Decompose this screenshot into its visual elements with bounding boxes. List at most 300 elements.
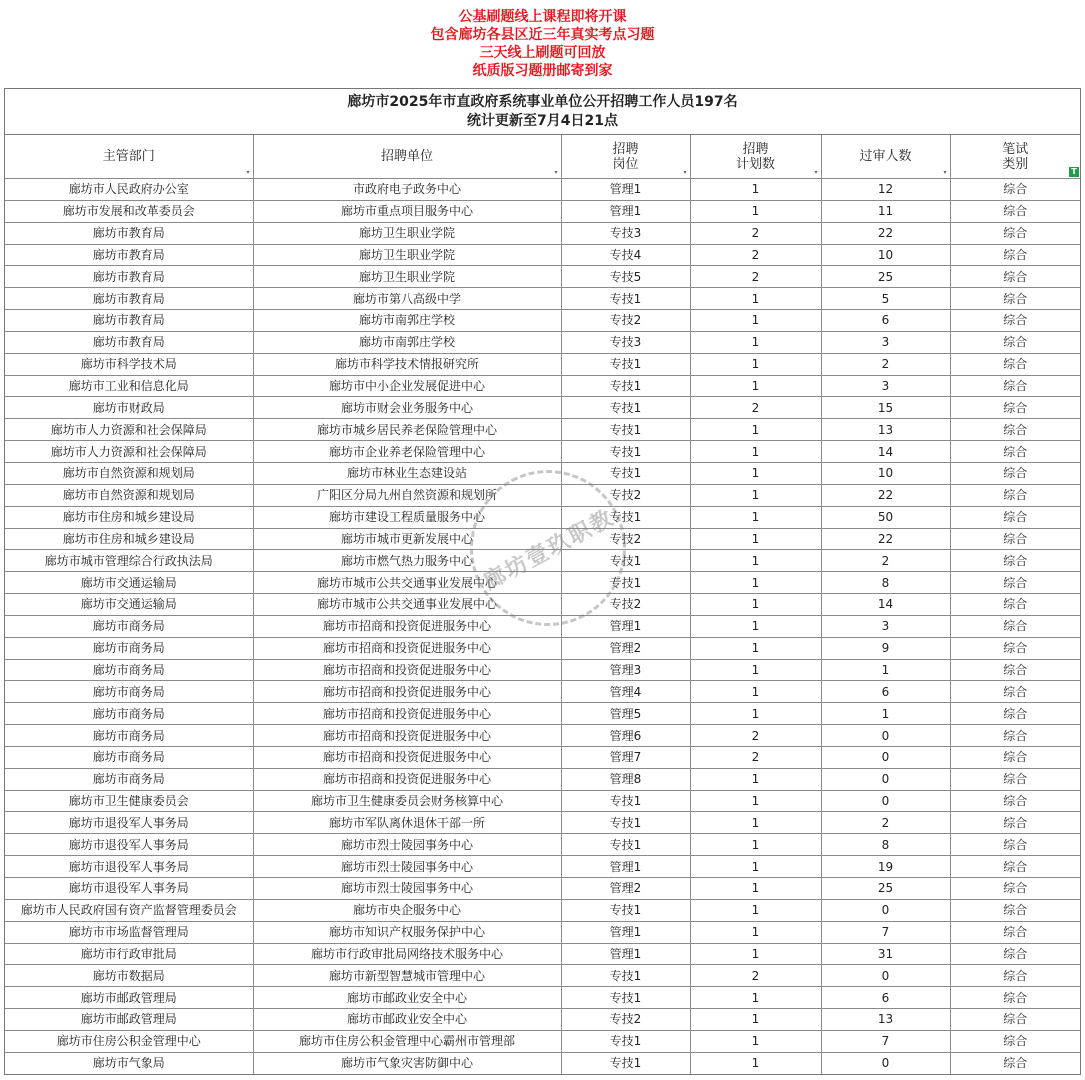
cell-approved-count: 0: [821, 790, 950, 812]
cell-position: 专技2: [561, 528, 690, 550]
table-row: [5, 179, 1080, 201]
cell-unit: 廊坊卫生职业学院: [253, 244, 561, 266]
cell-exam-type: 综合: [950, 528, 1080, 550]
table-row: [5, 1052, 1080, 1073]
table-row: [5, 462, 1080, 484]
table-row: [5, 594, 1080, 616]
cell-unit: 廊坊市邮政业安全中心: [253, 1009, 561, 1031]
cell-plan-count: 1: [690, 637, 821, 659]
table-row: [5, 506, 1080, 528]
cell-position: 专技3: [561, 331, 690, 353]
header-row: [5, 135, 1080, 179]
cell-plan-count: 1: [690, 462, 821, 484]
table-row: [5, 331, 1080, 353]
cell-exam-type: 综合: [950, 550, 1080, 572]
table-row: [5, 878, 1080, 900]
header-position-line1: 招聘: [612, 141, 639, 157]
cell-department: 廊坊市市场监督管理局: [5, 921, 253, 943]
cell-plan-count: 1: [690, 179, 821, 201]
cell-department: 廊坊市退役军人事务局: [5, 812, 253, 834]
cell-plan-count: 1: [690, 790, 821, 812]
table-row: [5, 812, 1080, 834]
cell-plan-count: 1: [690, 572, 821, 594]
cell-department: 廊坊市教育局: [5, 331, 253, 353]
table-row: [5, 637, 1080, 659]
cell-unit: 廊坊市烈士陵园事务中心: [253, 856, 561, 878]
cell-approved-count: 10: [821, 462, 950, 484]
cell-plan-count: 1: [690, 812, 821, 834]
cell-plan-count: 1: [690, 200, 821, 222]
cell-position: 专技1: [561, 506, 690, 528]
cell-position: 管理4: [561, 681, 690, 703]
cell-unit: 廊坊市燃气热力服务中心: [253, 550, 561, 572]
cell-position: 管理2: [561, 878, 690, 900]
cell-position: 管理1: [561, 943, 690, 965]
header-department-label: 主管部门: [102, 149, 155, 164]
cell-department: 廊坊市商务局: [5, 681, 253, 703]
header-plan-line2: 计划数: [735, 156, 775, 172]
cell-department: 廊坊市住房和城乡建设局: [5, 528, 253, 550]
cell-unit: 廊坊市住房公积金管理中心霸州市管理部: [253, 1030, 561, 1052]
cell-exam-type: 综合: [950, 288, 1080, 310]
cell-department: 廊坊市城市管理综合行政执法局: [5, 550, 253, 572]
cell-position: 专技2: [561, 310, 690, 332]
cell-plan-count: 1: [690, 1030, 821, 1052]
table-row: [5, 615, 1080, 637]
cell-plan-count: 2: [690, 746, 821, 768]
cell-position: 专技5: [561, 266, 690, 288]
cell-exam-type: 综合: [950, 222, 1080, 244]
cell-department: 廊坊市住房公积金管理中心: [5, 1030, 253, 1052]
cell-position: 专技1: [561, 288, 690, 310]
cell-approved-count: 14: [821, 441, 950, 463]
cell-exam-type: 综合: [950, 637, 1080, 659]
cell-exam-type: 综合: [950, 725, 1080, 747]
cell-approved-count: 7: [821, 1030, 950, 1052]
cell-approved-count: 8: [821, 834, 950, 856]
cell-approved-count: 14: [821, 594, 950, 616]
table-row: [5, 1030, 1080, 1052]
cell-exam-type: 综合: [950, 965, 1080, 987]
cell-unit: 廊坊市气象灾害防御中心: [253, 1052, 561, 1073]
cell-position: 专技1: [561, 397, 690, 419]
cell-approved-count: 25: [821, 266, 950, 288]
cell-approved-count: 1: [821, 659, 950, 681]
header-unit: [253, 135, 561, 179]
cell-plan-count: 1: [690, 615, 821, 637]
cell-approved-count: 25: [821, 878, 950, 900]
cell-unit: 廊坊市城市公共交通事业发展中心: [253, 572, 561, 594]
cell-department: 廊坊市商务局: [5, 637, 253, 659]
cell-plan-count: 1: [690, 441, 821, 463]
cell-exam-type: 综合: [950, 441, 1080, 463]
cell-department: 廊坊市退役军人事务局: [5, 878, 253, 900]
table-row: [5, 746, 1080, 768]
cell-approved-count: 22: [821, 222, 950, 244]
cell-plan-count: 1: [690, 594, 821, 616]
cell-position: 专技1: [561, 353, 690, 375]
cell-exam-type: 综合: [950, 987, 1080, 1009]
table-row: [5, 681, 1080, 703]
cell-plan-count: 1: [690, 768, 821, 790]
cell-exam-type: 综合: [950, 1030, 1080, 1052]
cell-department: 廊坊市工业和信息化局: [5, 375, 253, 397]
cell-plan-count: 1: [690, 921, 821, 943]
cell-department: 廊坊市气象局: [5, 1052, 253, 1073]
cell-exam-type: 综合: [950, 899, 1080, 921]
cell-position: 专技1: [561, 899, 690, 921]
cell-plan-count: 1: [690, 506, 821, 528]
header-position: [561, 135, 690, 179]
cell-approved-count: 22: [821, 528, 950, 550]
cell-department: 廊坊市财政局: [5, 397, 253, 419]
cell-unit: 廊坊市企业养老保险管理中心: [253, 441, 561, 463]
filter-active-icon[interactable]: T: [1069, 167, 1079, 177]
cell-approved-count: 7: [821, 921, 950, 943]
cell-department: 廊坊市退役军人事务局: [5, 834, 253, 856]
cell-position: 专技1: [561, 462, 690, 484]
cell-exam-type: 综合: [950, 681, 1080, 703]
cell-position: 专技1: [561, 834, 690, 856]
header-exam-line1: 笔试: [1002, 141, 1029, 157]
cell-department: 廊坊市自然资源和规划局: [5, 462, 253, 484]
cell-plan-count: 2: [690, 244, 821, 266]
cell-unit: 廊坊市城市公共交通事业发展中心: [253, 594, 561, 616]
cell-position: 专技3: [561, 222, 690, 244]
cell-exam-type: 综合: [950, 615, 1080, 637]
table-row: [5, 353, 1080, 375]
cell-approved-count: 6: [821, 681, 950, 703]
cell-department: 廊坊市商务局: [5, 615, 253, 637]
table-row: [5, 288, 1080, 310]
cell-unit: 廊坊市重点项目服务中心: [253, 200, 561, 222]
table-row: [5, 921, 1080, 943]
cell-plan-count: 2: [690, 965, 821, 987]
table-row: [5, 834, 1080, 856]
table-row: [5, 528, 1080, 550]
cell-unit: 廊坊市招商和投资促进服务中心: [253, 637, 561, 659]
cell-approved-count: 15: [821, 397, 950, 419]
cell-approved-count: 2: [821, 550, 950, 572]
cell-position: 管理1: [561, 200, 690, 222]
cell-unit: 廊坊市邮政业安全中心: [253, 987, 561, 1009]
cell-department: 廊坊市商务局: [5, 746, 253, 768]
cell-unit: 廊坊市林业生态建设站: [253, 462, 561, 484]
cell-unit: 廊坊卫生职业学院: [253, 222, 561, 244]
header-unit-label: 招聘单位: [380, 149, 433, 164]
table-row: [5, 550, 1080, 572]
table-row: [5, 659, 1080, 681]
cell-exam-type: 综合: [950, 353, 1080, 375]
cell-plan-count: 1: [690, 899, 821, 921]
cell-unit: 廊坊市财会业务服务中心: [253, 397, 561, 419]
cell-unit: 廊坊市招商和投资促进服务中心: [253, 659, 561, 681]
cell-exam-type: 综合: [950, 244, 1080, 266]
cell-position: 管理1: [561, 179, 690, 201]
cell-unit: 廊坊市招商和投资促进服务中心: [253, 681, 561, 703]
header-plan-line1: 招聘: [742, 141, 769, 157]
cell-unit: 廊坊市知识产权服务保护中心: [253, 921, 561, 943]
cell-department: 廊坊市人力资源和社会保障局: [5, 419, 253, 441]
cell-unit: 广阳区分局九州自然资源和规划所: [253, 484, 561, 506]
cell-plan-count: 1: [690, 331, 821, 353]
table-row: [5, 856, 1080, 878]
cell-position: 专技1: [561, 441, 690, 463]
cell-unit: 廊坊市卫生健康委员会财务核算中心: [253, 790, 561, 812]
cell-exam-type: 综合: [950, 419, 1080, 441]
cell-exam-type: 综合: [950, 310, 1080, 332]
table-row: [5, 790, 1080, 812]
cell-position: 管理1: [561, 615, 690, 637]
cell-department: 廊坊市住房和城乡建设局: [5, 506, 253, 528]
cell-unit: 廊坊市中小企业发展促进中心: [253, 375, 561, 397]
cell-position: 专技1: [561, 812, 690, 834]
cell-exam-type: 综合: [950, 856, 1080, 878]
cell-department: 廊坊市商务局: [5, 703, 253, 725]
cell-plan-count: 1: [690, 419, 821, 441]
cell-department: 廊坊市教育局: [5, 222, 253, 244]
cell-approved-count: 13: [821, 419, 950, 441]
cell-department: 廊坊市卫生健康委员会: [5, 790, 253, 812]
cell-plan-count: 1: [690, 703, 821, 725]
recruitment-table: [5, 135, 1080, 1074]
cell-department: 廊坊市邮政管理局: [5, 1009, 253, 1031]
cell-plan-count: 2: [690, 266, 821, 288]
cell-plan-count: 2: [690, 397, 821, 419]
table-row: [5, 244, 1080, 266]
cell-plan-count: 1: [690, 484, 821, 506]
cell-plan-count: 1: [690, 550, 821, 572]
cell-plan-count: 1: [690, 1009, 821, 1031]
cell-exam-type: 综合: [950, 594, 1080, 616]
cell-exam-type: 综合: [950, 703, 1080, 725]
cell-approved-count: 3: [821, 331, 950, 353]
cell-approved-count: 6: [821, 987, 950, 1009]
cell-position: 管理3: [561, 659, 690, 681]
filter-dropdown-icon[interactable]: ▾: [943, 169, 947, 176]
cell-unit: 廊坊市军队离休退休干部一所: [253, 812, 561, 834]
cell-department: 廊坊市数据局: [5, 965, 253, 987]
promo-line: 包含廊坊各县区近三年真实考点习题: [430, 27, 655, 43]
table-row: [5, 1009, 1080, 1031]
cell-unit: 廊坊市央企服务中心: [253, 899, 561, 921]
cell-plan-count: 1: [690, 310, 821, 332]
table-row: [5, 266, 1080, 288]
cell-position: 专技1: [561, 965, 690, 987]
table-title-sub: 统计更新至7月4日21点: [467, 113, 618, 129]
cell-department: 廊坊市商务局: [5, 659, 253, 681]
cell-unit: 廊坊市城乡居民养老保险管理中心: [253, 419, 561, 441]
cell-position: 专技2: [561, 484, 690, 506]
cell-department: 廊坊市教育局: [5, 244, 253, 266]
cell-exam-type: 综合: [950, 659, 1080, 681]
table-row: [5, 419, 1080, 441]
cell-approved-count: 0: [821, 965, 950, 987]
promo-line: 公基刷题线上课程即将开课: [458, 9, 627, 25]
cell-unit: 市政府电子政务中心: [253, 179, 561, 201]
cell-approved-count: 0: [821, 768, 950, 790]
cell-position: 专技2: [561, 1009, 690, 1031]
cell-approved-count: 5: [821, 288, 950, 310]
cell-exam-type: 综合: [950, 790, 1080, 812]
table-title-main: 廊坊市2025年市直政府系统事业单位公开招聘工作人员197名: [347, 94, 738, 110]
cell-position: 专技1: [561, 572, 690, 594]
cell-approved-count: 50: [821, 506, 950, 528]
cell-unit: 廊坊市南郭庄学校: [253, 310, 561, 332]
cell-unit: 廊坊市招商和投资促进服务中心: [253, 768, 561, 790]
table-body: [5, 179, 1080, 1074]
cell-department: 廊坊市商务局: [5, 768, 253, 790]
cell-exam-type: 综合: [950, 266, 1080, 288]
filter-dropdown-icon[interactable]: ▾: [246, 169, 250, 176]
cell-approved-count: 8: [821, 572, 950, 594]
cell-position: 专技1: [561, 1052, 690, 1073]
table-row: [5, 397, 1080, 419]
promo-line: 纸质版习题册邮寄到家: [472, 63, 613, 79]
cell-department: 廊坊市商务局: [5, 725, 253, 747]
table-row: [5, 222, 1080, 244]
table-row: [5, 899, 1080, 921]
cell-approved-count: 0: [821, 899, 950, 921]
cell-department: 廊坊市交通运输局: [5, 594, 253, 616]
cell-department: 廊坊市发展和改革委员会: [5, 200, 253, 222]
cell-position: 管理1: [561, 856, 690, 878]
cell-exam-type: 综合: [950, 506, 1080, 528]
cell-position: 专技1: [561, 1030, 690, 1052]
table-row: [5, 768, 1080, 790]
table-row: [5, 441, 1080, 463]
cell-approved-count: 0: [821, 746, 950, 768]
cell-department: 廊坊市教育局: [5, 310, 253, 332]
table-row: [5, 703, 1080, 725]
header-approved-label: 过审人数: [859, 149, 912, 164]
cell-department: 廊坊市邮政管理局: [5, 987, 253, 1009]
cell-department: 廊坊市交通运输局: [5, 572, 253, 594]
cell-position: 管理5: [561, 703, 690, 725]
cell-position: 管理6: [561, 725, 690, 747]
cell-plan-count: 1: [690, 834, 821, 856]
cell-plan-count: 1: [690, 353, 821, 375]
cell-plan-count: 1: [690, 878, 821, 900]
cell-approved-count: 0: [821, 725, 950, 747]
table-row: [5, 943, 1080, 965]
cell-unit: 廊坊市招商和投资促进服务中心: [253, 746, 561, 768]
cell-department: 廊坊市科学技术局: [5, 353, 253, 375]
cell-plan-count: 2: [690, 222, 821, 244]
cell-exam-type: 综合: [950, 812, 1080, 834]
cell-approved-count: 1: [821, 703, 950, 725]
cell-department: 廊坊市自然资源和规划局: [5, 484, 253, 506]
cell-approved-count: 2: [821, 812, 950, 834]
cell-exam-type: 综合: [950, 921, 1080, 943]
cell-unit: 廊坊市行政审批局网络技术服务中心: [253, 943, 561, 965]
cell-department: 廊坊市教育局: [5, 288, 253, 310]
cell-approved-count: 3: [821, 375, 950, 397]
cell-plan-count: 1: [690, 856, 821, 878]
cell-department: 廊坊市行政审批局: [5, 943, 253, 965]
cell-unit: 廊坊市招商和投资促进服务中心: [253, 703, 561, 725]
cell-plan-count: 1: [690, 987, 821, 1009]
cell-unit: 廊坊市新型智慧城市管理中心: [253, 965, 561, 987]
cell-exam-type: 综合: [950, 462, 1080, 484]
filter-dropdown-icon[interactable]: ▾: [814, 169, 818, 176]
cell-approved-count: 6: [821, 310, 950, 332]
cell-exam-type: 综合: [950, 768, 1080, 790]
cell-unit: 廊坊市南郭庄学校: [253, 331, 561, 353]
filter-dropdown-icon[interactable]: ▾: [683, 169, 687, 176]
cell-plan-count: 1: [690, 1052, 821, 1073]
cell-plan-count: 1: [690, 659, 821, 681]
cell-approved-count: 3: [821, 615, 950, 637]
cell-approved-count: 12: [821, 179, 950, 201]
cell-approved-count: 22: [821, 484, 950, 506]
cell-exam-type: 综合: [950, 200, 1080, 222]
header-plan-count: [690, 135, 821, 179]
table-row: [5, 987, 1080, 1009]
cell-unit: 廊坊市建设工程质量服务中心: [253, 506, 561, 528]
cell-department: 廊坊市退役军人事务局: [5, 856, 253, 878]
cell-position: 专技1: [561, 419, 690, 441]
cell-exam-type: 综合: [950, 397, 1080, 419]
cell-unit: 廊坊卫生职业学院: [253, 266, 561, 288]
table-row: [5, 375, 1080, 397]
table-row: [5, 572, 1080, 594]
cell-unit: 廊坊市招商和投资促进服务中心: [253, 615, 561, 637]
watermark-text: 廊坊壹玖职教: [479, 504, 619, 595]
cell-plan-count: 2: [690, 725, 821, 747]
cell-exam-type: 综合: [950, 484, 1080, 506]
cell-exam-type: 综合: [950, 572, 1080, 594]
cell-position: 专技1: [561, 550, 690, 572]
cell-unit: 廊坊市城市更新发展中心: [253, 528, 561, 550]
cell-department: 廊坊市人力资源和社会保障局: [5, 441, 253, 463]
cell-approved-count: 9: [821, 637, 950, 659]
cell-exam-type: 综合: [950, 746, 1080, 768]
cell-plan-count: 1: [690, 943, 821, 965]
cell-department: 廊坊市人民政府国有资产监督管理委员会: [5, 899, 253, 921]
cell-department: 廊坊市教育局: [5, 266, 253, 288]
cell-unit: 廊坊市第八高级中学: [253, 288, 561, 310]
cell-exam-type: 综合: [950, 331, 1080, 353]
cell-plan-count: 1: [690, 288, 821, 310]
cell-position: 专技1: [561, 987, 690, 1009]
cell-position: 管理2: [561, 637, 690, 659]
table-row: [5, 200, 1080, 222]
filter-dropdown-icon[interactable]: ▾: [554, 169, 558, 176]
cell-department: 廊坊市人民政府办公室: [5, 179, 253, 201]
spreadsheet: [4, 88, 1081, 1075]
cell-position: 专技2: [561, 594, 690, 616]
cell-approved-count: 0: [821, 1052, 950, 1073]
cell-exam-type: 综合: [950, 179, 1080, 201]
cell-exam-type: 综合: [950, 1052, 1080, 1073]
cell-position: 专技4: [561, 244, 690, 266]
table-row: [5, 965, 1080, 987]
table-row: [5, 484, 1080, 506]
cell-position: 管理7: [561, 746, 690, 768]
cell-approved-count: 19: [821, 856, 950, 878]
cell-approved-count: 10: [821, 244, 950, 266]
cell-approved-count: 31: [821, 943, 950, 965]
cell-plan-count: 1: [690, 528, 821, 550]
table-row: [5, 725, 1080, 747]
header-exam-type: [950, 135, 1080, 179]
cell-position: 专技1: [561, 790, 690, 812]
cell-unit: 廊坊市烈士陵园事务中心: [253, 878, 561, 900]
header-department: [5, 135, 253, 179]
header-exam-line2: 类别: [1002, 156, 1029, 172]
cell-approved-count: 11: [821, 200, 950, 222]
